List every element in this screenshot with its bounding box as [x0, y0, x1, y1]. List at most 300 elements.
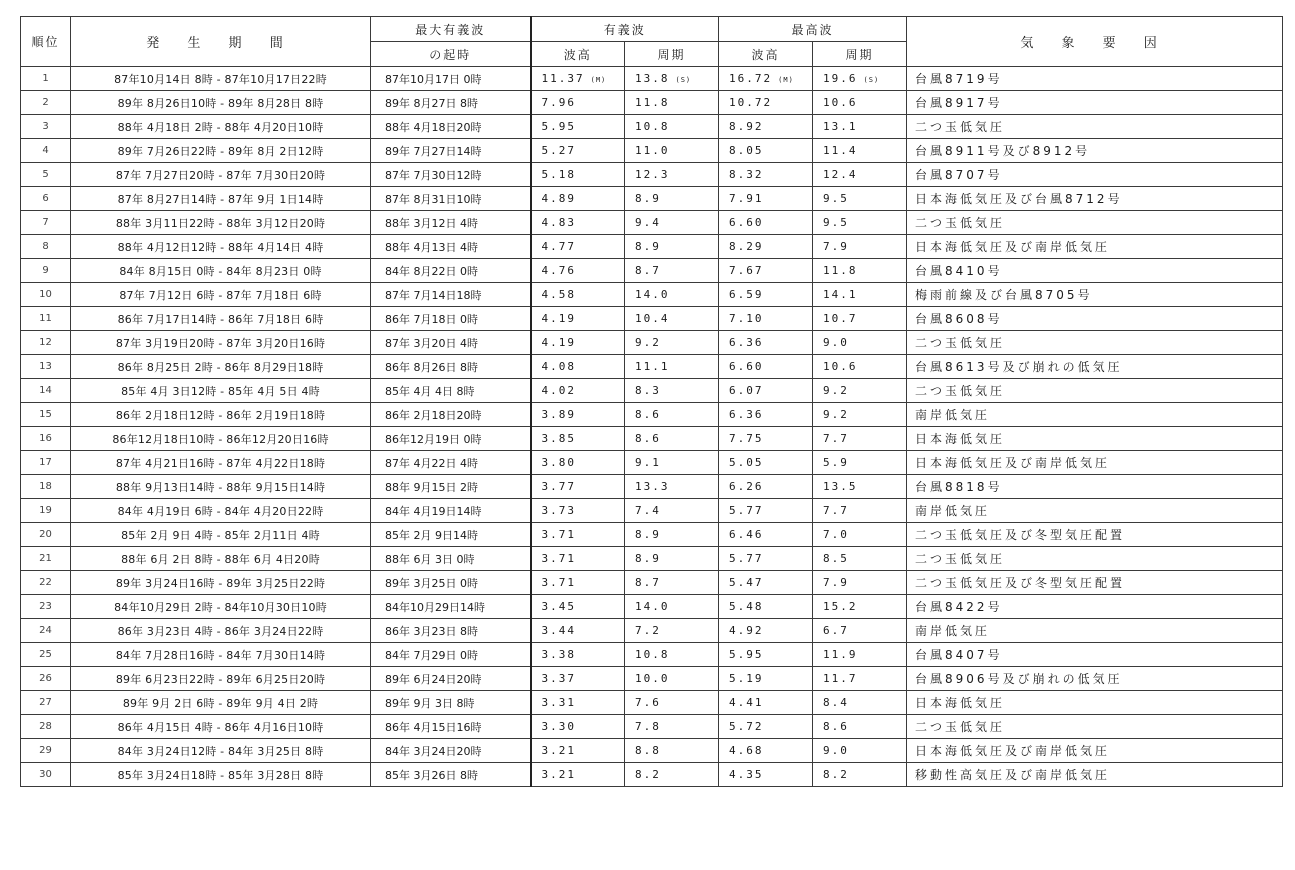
cell-period-text: 85年 2月 9日 4時 - 85年 2月11日 4時 — [121, 528, 320, 542]
cell-sig-height — [531, 283, 625, 307]
cell-cause — [907, 595, 1283, 619]
cell-rank — [21, 235, 71, 259]
cell-max-period-text: 12.4 — [823, 168, 858, 181]
cell-max-height — [719, 523, 813, 547]
cell-max-period — [813, 379, 907, 403]
cell-sig-height-text: 4.76 — [541, 264, 576, 277]
table-row — [21, 355, 1283, 379]
cell-max-height-text: 5.72 — [729, 720, 764, 733]
cell-max-height — [719, 715, 813, 739]
cell-sig-height-text: 5.18 — [541, 168, 576, 181]
cell-period — [71, 331, 371, 355]
cell-cause-text: 日本海低気圧 — [915, 696, 1006, 710]
cell-max-period-text: 5.9 — [823, 456, 849, 469]
cell-max-period-text: 9.2 — [823, 408, 849, 421]
cell-sig-height-text: 3.89 — [541, 408, 576, 421]
table-row — [21, 475, 1283, 499]
table-row — [21, 259, 1283, 283]
cell-cause-text: 二つ玉低気圧及び冬型気圧配置 — [915, 528, 1126, 542]
cell-max-height — [719, 355, 813, 379]
cell-sig-period — [625, 739, 719, 763]
table-row — [21, 667, 1283, 691]
cell-max-height-text: 6.46 — [729, 528, 764, 541]
cell-max-height-text: 7.10 — [729, 312, 764, 325]
cell-cause — [907, 67, 1283, 91]
cell-max-period-text: 13.5 — [823, 480, 858, 493]
cell-sig-height-text: 4.77 — [541, 240, 576, 253]
cell-peak-time — [371, 259, 531, 283]
cell-peak-time-text: 89年 3月25日 0時 — [385, 576, 478, 590]
cell-sig-period — [625, 403, 719, 427]
table-row — [21, 619, 1283, 643]
cell-cause — [907, 715, 1283, 739]
cell-max-height-text: 5.19 — [729, 672, 764, 685]
cell-sig-height-text: 3.38 — [541, 648, 576, 661]
cell-max-period-text: 6.7 — [823, 624, 849, 637]
cell-max-period — [813, 427, 907, 451]
table-row — [21, 571, 1283, 595]
cell-max-period-text: 11.8 — [823, 264, 858, 277]
cell-period-text: 88年 4月18日 2時 - 88年 4月20日10時 — [117, 120, 324, 134]
cell-max-height-text: 5.47 — [729, 576, 764, 589]
cell-sig-period — [625, 451, 719, 475]
cell-period — [71, 403, 371, 427]
cell-peak-time — [371, 283, 531, 307]
cell-max-period — [813, 67, 907, 91]
cell-sig-period-text: 10.8 — [635, 648, 670, 661]
cell-max-period — [813, 211, 907, 235]
cell-cause-text: 台風8410号 — [915, 264, 1003, 278]
cell-peak-time-text: 84年 7月29日 0時 — [385, 648, 478, 662]
cell-peak-time-text: 86年 3月23日 8時 — [385, 624, 478, 638]
cell-rank-text: 11 — [39, 313, 52, 324]
cell-max-height — [719, 475, 813, 499]
cell-rank-text: 21 — [39, 553, 52, 564]
cell-max-height-text: 8.29 — [729, 240, 764, 253]
cell-rank-text: 1 — [42, 73, 49, 84]
cell-period — [71, 667, 371, 691]
cell-max-period — [813, 619, 907, 643]
cell-sig-period — [625, 475, 719, 499]
cell-cause-text: 南岸低気圧 — [915, 504, 991, 518]
table-row — [21, 523, 1283, 547]
cell-sig-height — [531, 403, 625, 427]
cell-sig-period — [625, 619, 719, 643]
cell-cause — [907, 691, 1283, 715]
cell-max-height-text: 4.68 — [729, 744, 764, 757]
cell-rank-text: 10 — [39, 289, 52, 300]
table-row — [21, 427, 1283, 451]
cell-period-text: 89年 9月 2日 6時 - 89年 9月 4日 2時 — [122, 696, 319, 710]
cell-sig-height — [531, 211, 625, 235]
cell-sig-period — [625, 571, 719, 595]
cell-max-height-text: 4.35 — [729, 768, 764, 781]
cell-max-period — [813, 307, 907, 331]
cell-period-text: 85年 4月 3日12時 - 85年 4月 5日 4時 — [121, 384, 320, 398]
cell-max-period-text: 15.2 — [823, 600, 858, 613]
cell-max-height — [719, 595, 813, 619]
cell-max-height — [719, 187, 813, 211]
cell-max-period-text: 8.5 — [823, 552, 849, 565]
cell-max-height-text: 5.77 — [729, 504, 764, 517]
cell-rank — [21, 427, 71, 451]
cell-sig-period-text: 9.2 — [635, 336, 661, 349]
cell-cause-text: 台風8613号及び崩れの低気圧 — [915, 360, 1123, 374]
cell-sig-period-text: 8.3 — [635, 384, 661, 397]
cell-max-period-text: 13.1 — [823, 120, 858, 133]
cell-sig-height — [531, 235, 625, 259]
cell-rank-text: 18 — [39, 481, 52, 492]
cell-max-period — [813, 235, 907, 259]
cell-rank-text: 14 — [39, 385, 52, 396]
header-cause: 気 象 要 因 — [907, 17, 1283, 67]
cell-period-text: 86年12月18日10時 - 86年12月20日16時 — [112, 432, 329, 446]
cell-cause-text: 梅雨前線及び台風8705号 — [915, 288, 1093, 302]
cell-max-height-text: 16.72 — [729, 72, 773, 85]
cell-cause-text: 日本海低気圧及び南岸低気圧 — [915, 456, 1111, 470]
cell-peak-time — [371, 715, 531, 739]
cell-max-height — [719, 571, 813, 595]
cell-sig-height-text: 3.21 — [541, 768, 576, 781]
cell-sig-height-text: 4.83 — [541, 216, 576, 229]
cell-period-text: 87年 7月12日 6時 - 87年 7月18日 6時 — [119, 288, 322, 302]
cell-max-height-text: 7.75 — [729, 432, 764, 445]
cell-max-height — [719, 331, 813, 355]
table-row — [21, 235, 1283, 259]
cell-rank-text: 25 — [39, 649, 52, 660]
cell-rank-text: 9 — [42, 265, 49, 276]
cell-cause — [907, 235, 1283, 259]
cell-rank — [21, 67, 71, 91]
cell-period-text: 86年 4月15日 4時 - 86年 4月16日10時 — [117, 720, 324, 734]
cell-peak-time — [371, 547, 531, 571]
cell-peak-time — [371, 163, 531, 187]
cell-cause-text: 南岸低気圧 — [915, 408, 991, 422]
cell-period-text: 88年 9月13日14時 - 88年 9月15日14時 — [115, 480, 326, 494]
cell-sig-period-text: 10.8 — [635, 120, 670, 133]
table-row — [21, 283, 1283, 307]
cell-period — [71, 139, 371, 163]
cell-sig-period — [625, 595, 719, 619]
cell-sig-height — [531, 763, 625, 787]
cell-sig-height — [531, 355, 625, 379]
cell-period-text: 88年 4月12日12時 - 88年 4月14日 4時 — [117, 240, 324, 254]
cell-sig-height-text: 3.80 — [541, 456, 576, 469]
cell-max-period-text: 10.7 — [823, 312, 858, 325]
cell-rank — [21, 523, 71, 547]
cell-max-period — [813, 523, 907, 547]
cell-period-text: 89年 3月24日16時 - 89年 3月25日22時 — [115, 576, 326, 590]
cell-sig-period-text: 14.0 — [635, 600, 670, 613]
cell-max-period — [813, 739, 907, 763]
cell-period-text: 85年 3月24日18時 - 85年 3月28日 8時 — [117, 768, 324, 782]
unit-label: (M) — [590, 76, 607, 84]
cell-peak-time-text: 86年 2月18日20時 — [385, 408, 482, 422]
table-body — [21, 67, 1283, 787]
table-row — [21, 595, 1283, 619]
cell-max-height-text: 6.36 — [729, 336, 764, 349]
cell-sig-height-text: 3.45 — [541, 600, 576, 613]
cell-rank-text: 30 — [39, 769, 52, 780]
cell-sig-height-text: 3.30 — [541, 720, 576, 733]
cell-peak-time-text: 85年 2月 9日14時 — [385, 528, 478, 542]
table-row — [21, 139, 1283, 163]
cell-sig-height-text: 4.89 — [541, 192, 576, 205]
cell-sig-period — [625, 691, 719, 715]
cell-rank-text: 22 — [39, 577, 52, 588]
cell-cause — [907, 739, 1283, 763]
wave-ranking-table — [20, 16, 1283, 787]
cell-max-height — [719, 283, 813, 307]
cell-cause-text: 二つ玉低気圧及び冬型気圧配置 — [915, 576, 1126, 590]
table-header — [21, 17, 1283, 67]
cell-peak-time — [371, 403, 531, 427]
cell-peak-time — [371, 91, 531, 115]
cell-peak-time — [371, 691, 531, 715]
cell-cause — [907, 139, 1283, 163]
cell-sig-height-text: 3.21 — [541, 744, 576, 757]
cell-peak-time-text: 89年 9月 3日 8時 — [385, 696, 475, 710]
cell-max-height — [719, 739, 813, 763]
cell-peak-time — [371, 763, 531, 787]
cell-max-period — [813, 283, 907, 307]
cell-rank-text: 8 — [42, 241, 49, 252]
cell-peak-time-text: 87年 3月20日 4時 — [385, 336, 478, 350]
header-rank: 順位 — [21, 17, 71, 67]
cell-max-height — [719, 451, 813, 475]
cell-max-height-text: 6.36 — [729, 408, 764, 421]
cell-period-text: 88年 6月 2日 8時 - 88年 6月 4日20時 — [121, 552, 320, 566]
cell-max-period-text: 19.6 — [823, 72, 858, 85]
cell-max-height-text: 8.92 — [729, 120, 764, 133]
cell-max-height — [719, 211, 813, 235]
cell-rank-text: 20 — [39, 529, 52, 540]
cell-sig-height — [531, 643, 625, 667]
cell-cause — [907, 355, 1283, 379]
cell-period — [71, 307, 371, 331]
cell-rank — [21, 331, 71, 355]
cell-peak-time-text: 86年 7月18日 0時 — [385, 312, 478, 326]
cell-peak-time-text: 86年 8月26日 8時 — [385, 360, 478, 374]
table-row — [21, 163, 1283, 187]
cell-cause — [907, 187, 1283, 211]
cell-peak-time-text: 84年10月29日14時 — [385, 600, 485, 614]
cell-peak-time — [371, 187, 531, 211]
cell-sig-height — [531, 307, 625, 331]
table-row — [21, 763, 1283, 787]
cell-sig-height — [531, 547, 625, 571]
cell-peak-time-text: 88年 9月15日 2時 — [385, 480, 478, 494]
cell-period — [71, 763, 371, 787]
cell-rank — [21, 91, 71, 115]
cell-period — [71, 571, 371, 595]
cell-sig-height — [531, 259, 625, 283]
cell-rank-text: 2 — [42, 97, 49, 108]
cell-peak-time-text: 88年 3月12日 4時 — [385, 216, 478, 230]
cell-period-text: 84年 7月28日16時 - 84年 7月30日14時 — [115, 648, 326, 662]
cell-max-period — [813, 595, 907, 619]
cell-period — [71, 211, 371, 235]
cell-sig-height-text: 5.95 — [541, 120, 576, 133]
table-row — [21, 379, 1283, 403]
cell-rank — [21, 355, 71, 379]
cell-max-height — [719, 619, 813, 643]
cell-max-height-text: 4.41 — [729, 696, 764, 709]
cell-sig-height-text: 4.58 — [541, 288, 576, 301]
table-row — [21, 91, 1283, 115]
cell-max-period-text: 7.0 — [823, 528, 849, 541]
cell-sig-period-text: 13.8 — [635, 72, 670, 85]
cell-rank-text: 17 — [39, 457, 52, 468]
cell-max-period-text: 9.0 — [823, 336, 849, 349]
cell-sig-height-text: 4.02 — [541, 384, 576, 397]
cell-peak-time-text: 89年 7月27日14時 — [385, 144, 482, 158]
cell-cause-text: 台風8818号 — [915, 480, 1003, 494]
cell-period-text: 89年 8月26日10時 - 89年 8月28日 8時 — [117, 96, 324, 110]
cell-rank-text: 24 — [39, 625, 52, 636]
cell-peak-time — [371, 643, 531, 667]
cell-max-period — [813, 403, 907, 427]
cell-max-height — [719, 547, 813, 571]
cell-max-height — [719, 139, 813, 163]
cell-rank — [21, 307, 71, 331]
cell-sig-period — [625, 763, 719, 787]
cell-peak-time-text: 87年10月17日 0時 — [385, 72, 482, 86]
cell-sig-height — [531, 139, 625, 163]
cell-cause — [907, 283, 1283, 307]
cell-period-text: 87年 7月27日20時 - 87年 7月30日20時 — [115, 168, 326, 182]
cell-peak-time-text: 85年 3月26日 8時 — [385, 768, 478, 782]
cell-peak-time-text: 85年 4月 4日 8時 — [385, 384, 475, 398]
cell-sig-period — [625, 283, 719, 307]
cell-peak-time-text: 84年 3月24日20時 — [385, 744, 482, 758]
cell-sig-period — [625, 211, 719, 235]
cell-sig-period-text: 8.9 — [635, 552, 661, 565]
cell-period — [71, 619, 371, 643]
cell-sig-period-text: 8.9 — [635, 192, 661, 205]
header-max-period: 周期 — [813, 42, 907, 67]
cell-sig-period — [625, 163, 719, 187]
cell-max-period — [813, 643, 907, 667]
cell-rank-text: 16 — [39, 433, 52, 444]
cell-sig-period-text: 10.4 — [635, 312, 670, 325]
cell-sig-period — [625, 235, 719, 259]
cell-sig-period-text: 8.9 — [635, 528, 661, 541]
cell-period-text: 86年 8月25日 2時 - 86年 8月29日18時 — [117, 360, 324, 374]
cell-max-period — [813, 691, 907, 715]
cell-period — [71, 235, 371, 259]
cell-sig-height-text: 3.37 — [541, 672, 576, 685]
cell-peak-time-text: 86年 4月15日16時 — [385, 720, 482, 734]
cell-rank-text: 26 — [39, 673, 52, 684]
cell-cause — [907, 91, 1283, 115]
cell-max-height — [719, 667, 813, 691]
cell-sig-height-text: 3.44 — [541, 624, 576, 637]
cell-rank — [21, 211, 71, 235]
cell-cause — [907, 427, 1283, 451]
cell-sig-period — [625, 259, 719, 283]
unit-label: (S) — [675, 76, 692, 84]
table-row — [21, 307, 1283, 331]
cell-max-height — [719, 379, 813, 403]
cell-sig-period — [625, 67, 719, 91]
cell-period — [71, 499, 371, 523]
cell-sig-period-text: 7.8 — [635, 720, 661, 733]
cell-sig-period — [625, 643, 719, 667]
cell-cause-text: 日本海低気圧及び南岸低気圧 — [915, 744, 1111, 758]
cell-sig-period-text: 7.2 — [635, 624, 661, 637]
cell-sig-height — [531, 187, 625, 211]
header-sig-period: 周期 — [625, 42, 719, 67]
cell-max-height — [719, 115, 813, 139]
cell-cause — [907, 379, 1283, 403]
table-row — [21, 403, 1283, 427]
cell-sig-period — [625, 187, 719, 211]
cell-period — [71, 691, 371, 715]
cell-peak-time-text: 87年 8月31日10時 — [385, 192, 482, 206]
cell-max-height — [719, 67, 813, 91]
table-row — [21, 499, 1283, 523]
cell-sig-height-text: 3.85 — [541, 432, 576, 445]
cell-sig-height-text: 3.73 — [541, 504, 576, 517]
cell-max-period-text: 7.7 — [823, 432, 849, 445]
cell-cause — [907, 667, 1283, 691]
cell-rank — [21, 451, 71, 475]
table-row — [21, 715, 1283, 739]
cell-max-height-text: 5.48 — [729, 600, 764, 613]
cell-sig-height — [531, 499, 625, 523]
cell-cause-text: 台風8608号 — [915, 312, 1003, 326]
header-significant-wave: 有義波 — [531, 17, 719, 42]
cell-sig-period-text: 8.6 — [635, 432, 661, 445]
cell-sig-height — [531, 739, 625, 763]
cell-period — [71, 355, 371, 379]
cell-peak-time — [371, 139, 531, 163]
cell-cause-text: 二つ玉低気圧 — [915, 336, 1006, 350]
cell-max-height — [719, 691, 813, 715]
cell-period-text: 86年 2月18日12時 - 86年 2月19日18時 — [115, 408, 326, 422]
cell-sig-period — [625, 715, 719, 739]
cell-peak-time — [371, 595, 531, 619]
cell-sig-period-text: 9.1 — [635, 456, 661, 469]
cell-max-period-text: 11.7 — [823, 672, 858, 685]
cell-max-height-text: 6.59 — [729, 288, 764, 301]
table-row — [21, 691, 1283, 715]
cell-period-text: 89年 7月26日22時 - 89年 8月 2日12時 — [117, 144, 324, 158]
table-row — [21, 643, 1283, 667]
unit-label: (S) — [863, 76, 880, 84]
cell-sig-height — [531, 667, 625, 691]
cell-max-height — [719, 259, 813, 283]
unit-label: (M) — [778, 76, 794, 84]
cell-period-text: 84年 3月24日12時 - 84年 3月25日 8時 — [117, 744, 324, 758]
cell-max-height-text: 7.91 — [729, 192, 764, 205]
cell-rank — [21, 163, 71, 187]
cell-period-text: 86年 7月17日14時 - 86年 7月18日 6時 — [117, 312, 324, 326]
cell-peak-time-text: 88年 4月18日20時 — [385, 120, 482, 134]
cell-max-period-text: 9.5 — [823, 192, 849, 205]
header-period: 発 生 期 間 — [71, 17, 371, 67]
cell-rank-text: 4 — [42, 145, 49, 156]
cell-max-period — [813, 259, 907, 283]
cell-period — [71, 115, 371, 139]
cell-peak-time — [371, 571, 531, 595]
cell-sig-height-text: 11.37 — [541, 72, 585, 85]
cell-rank-text: 7 — [42, 217, 49, 228]
cell-sig-height-text: 3.31 — [541, 696, 576, 709]
cell-peak-time — [371, 331, 531, 355]
header-maximum-wave: 最高波 — [719, 17, 907, 42]
